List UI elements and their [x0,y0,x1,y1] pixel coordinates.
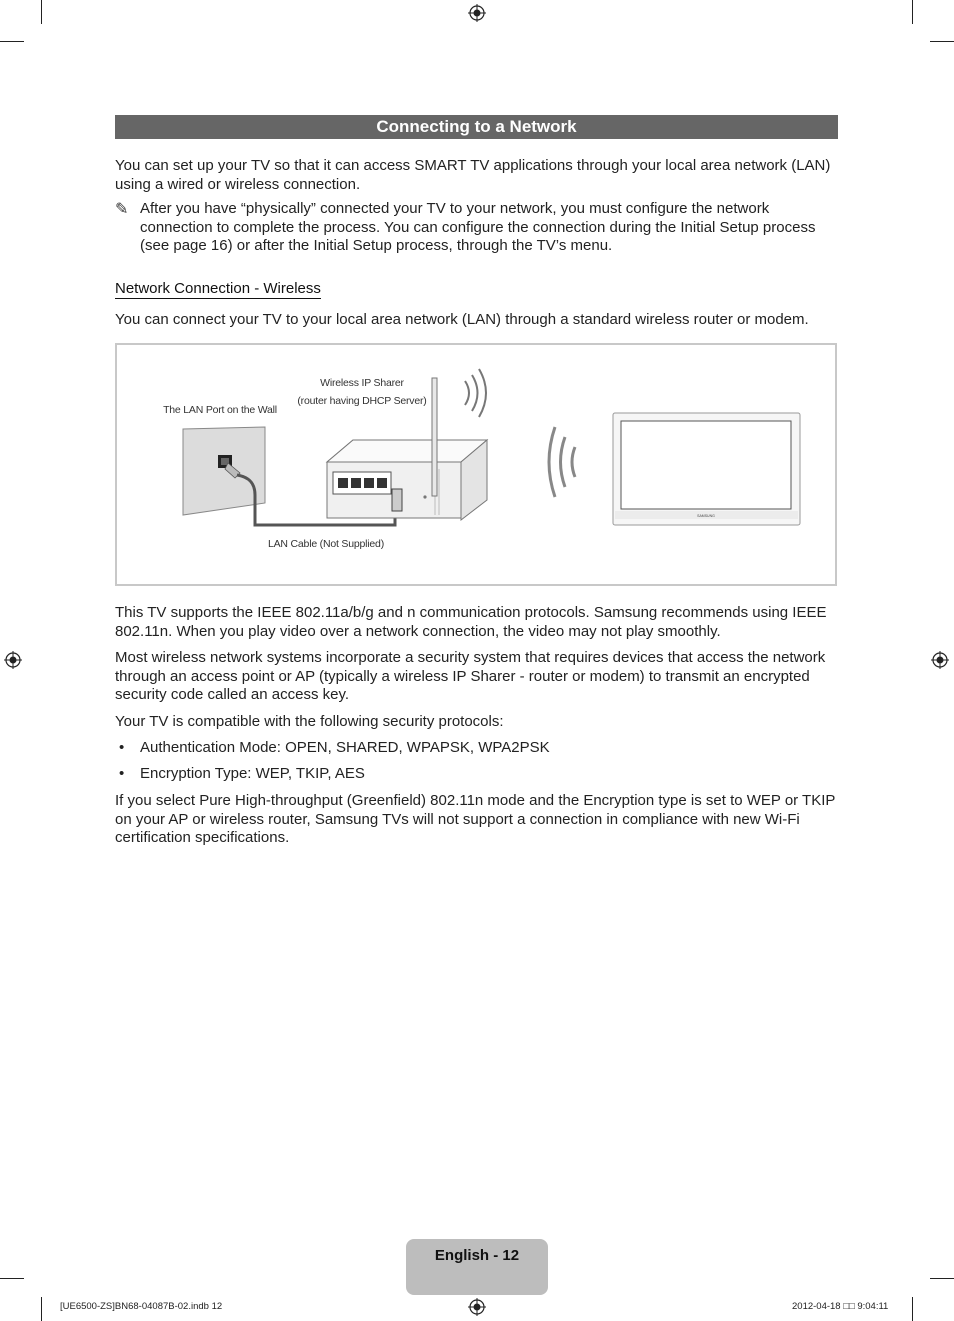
registration-mark-icon [4,651,22,669]
tv-brand-logo: SAMSUNG [697,514,715,518]
wifi-waves-router-icon [465,369,486,417]
registration-mark-icon [468,1298,486,1316]
pencil-note-icon: ✎ [115,201,129,218]
body-paragraph-3: Your TV is compatible with the following security protocols: [115,713,504,730]
cable-label: LAN Cable (Not Supplied) [267,538,384,550]
router-label-line2: (router having DHCP Server) [297,394,427,407]
footer-file-name: [UE6500-ZS]BN68-04087B-02.indb 12 [60,1301,223,1312]
body-paragraph-4: If you select Pure High-throughput (Greenfield) 802.11n mode and the Encryption type is set to WEP or TKIP on your AP or wireless router, Samsung TVs will not support a connection in compliance with new Wi-Fi certification specifications. [115,792,836,847]
bullet-icon: • [119,739,125,756]
registration-mark-icon [931,651,949,669]
intro-paragraph: You can set up your TV so that it can access SMART TV applications through your local area network (LAN) using a wired or wireless connection. [115,157,831,193]
body-paragraph-2: Most wireless network systems incorporate a security system that requires devices that access the network through an access point or AP (typically a wireless IP Sharer - router or modem) to transmit an encrypted security code called an access key. [115,649,826,704]
crop-mark [0,41,24,42]
crop-mark [912,1297,913,1321]
body-paragraph-1: This TV supports the IEEE 802.11a/b/g and n communication protocols. Samsung recommends using IEEE 802.11n. When you play video over a network connection, the video may not play smoothly. [115,604,827,640]
network-diagram [115,343,837,586]
footer-timestamp: 2012-04-18 □□ 9:04:11 [792,1301,889,1312]
wifi-waves-tv-icon [549,427,575,497]
crop-mark [0,1278,24,1279]
crop-mark [930,41,954,42]
registration-mark-icon [468,4,486,22]
crop-mark [930,1278,954,1279]
crop-mark [41,1297,42,1321]
crop-mark [41,0,42,24]
router-label-line1: Wireless IP Sharer [320,377,404,389]
section-heading: Network Connection - Wireless [115,280,321,297]
section-description: You can connect your TV to your local area network (LAN) through a standard wireless router or modem. [115,311,809,328]
page-number-label: English - 12 [434,1247,520,1264]
bullet-item: Encryption Type: WEP, TKIP, AES [140,765,365,782]
crop-mark [912,0,913,24]
section-title-bar: Connecting to a Network [115,115,838,139]
bullet-icon: • [119,765,125,782]
wall-port-label: The LAN Port on the Wall [163,404,277,416]
router-label [287,375,437,410]
bullet-item: Authentication Mode: OPEN, SHARED, WPAPSK, WPA2PSK [140,739,550,756]
diagram-illustration [117,345,835,584]
tv-icon [613,413,800,525]
wall-lan-port-icon [183,427,265,515]
intro-note: After you have “physically” connected your TV to your network, you must configure the network connection to complete the process. You can configure the connection during the Initial Setup process (see page 16) or after the Initial Setup process, through the TV’s menu. [140,200,816,255]
